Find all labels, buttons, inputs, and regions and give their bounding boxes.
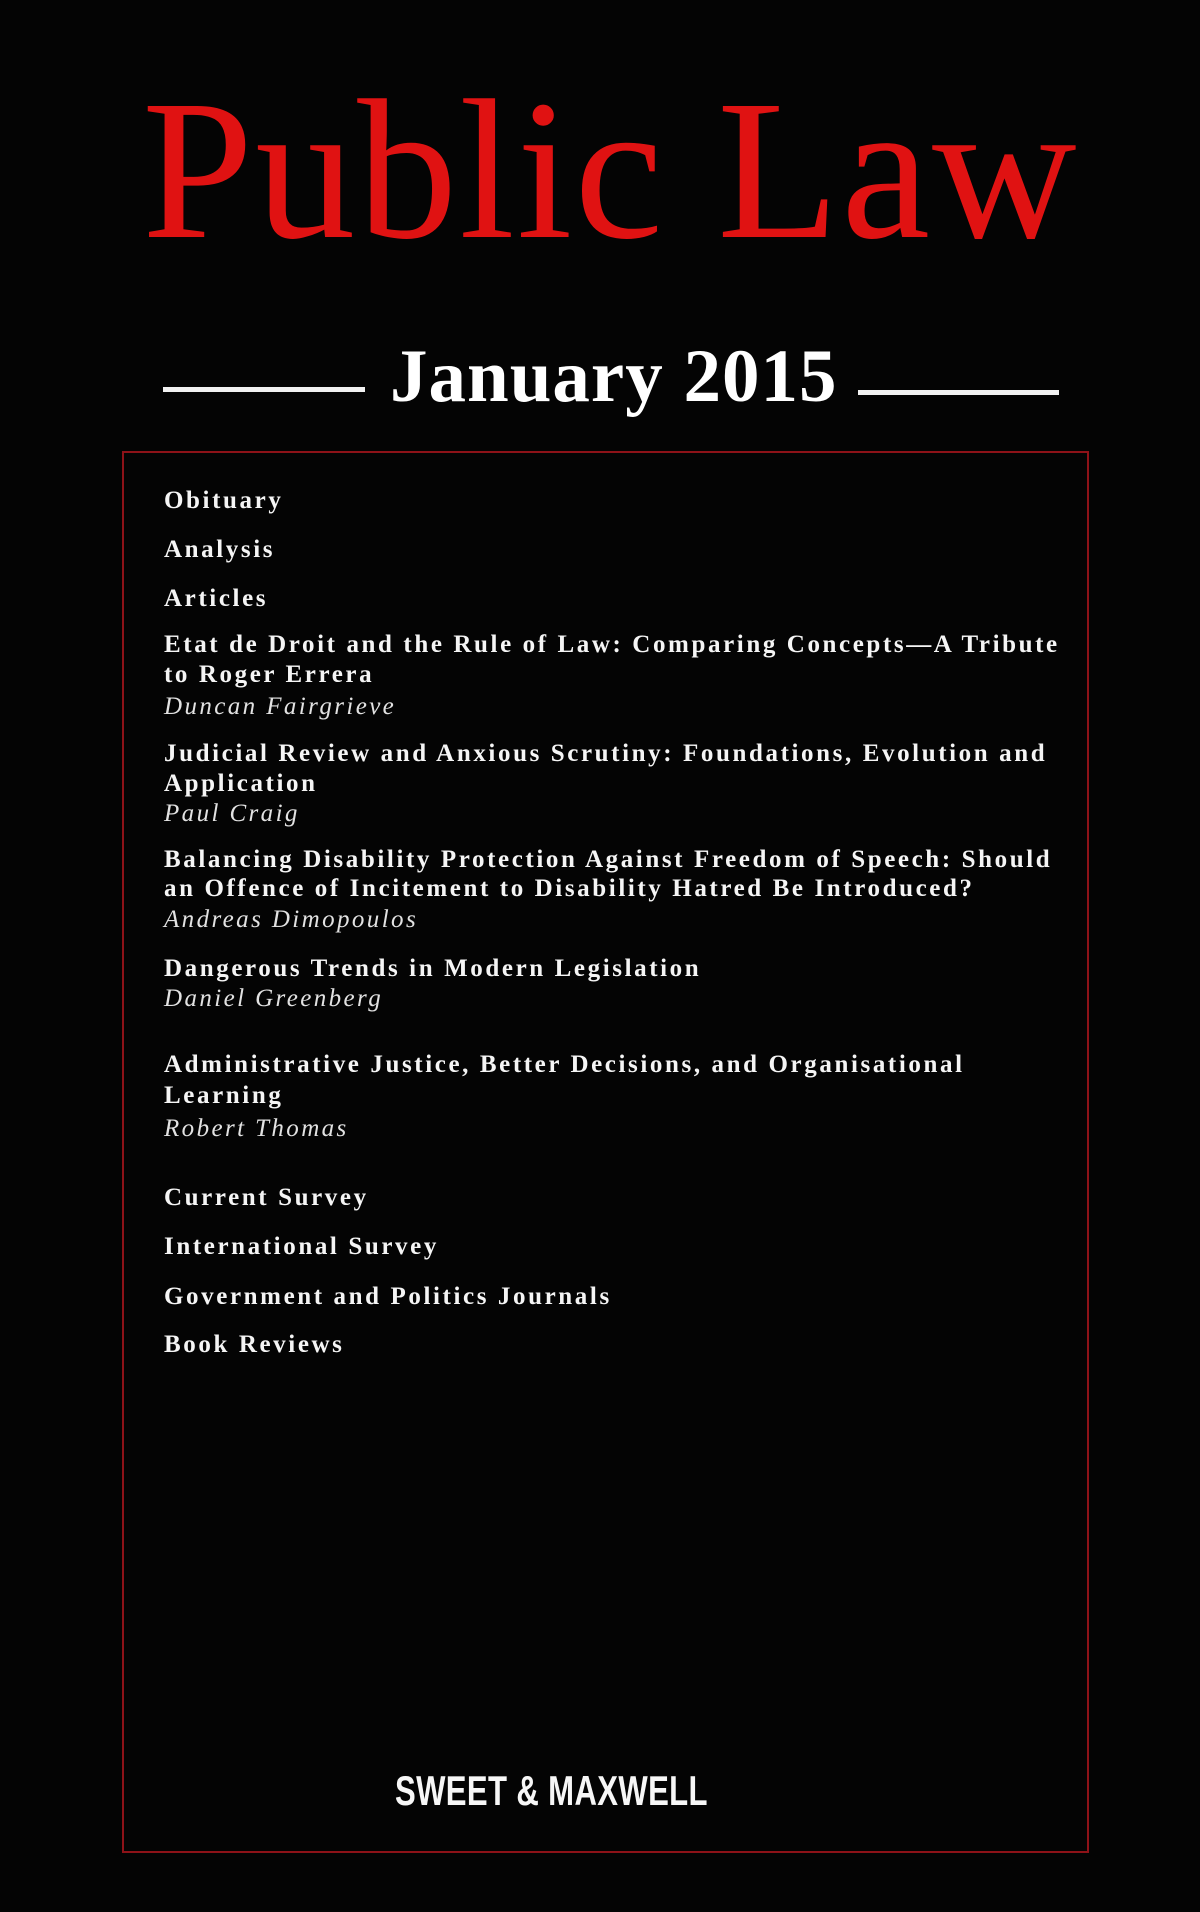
toc-section-government-politics-journals: Government and Politics Journals <box>164 1283 612 1310</box>
article-title-line: Application <box>164 770 318 797</box>
toc-section-obituary: Obituary <box>164 487 284 514</box>
article-title-line: Etat de Droit and the Rule of Law: Comparing Concepts—A Tribute <box>164 631 1060 658</box>
article-author: Daniel Greenberg <box>164 985 384 1012</box>
date-rule-left <box>163 387 365 392</box>
journal-title: Public Law <box>142 60 1079 281</box>
article-author: Duncan Fairgrieve <box>164 693 397 720</box>
date-rule-right <box>858 390 1059 395</box>
article-title-line: Judicial Review and Anxious Scrutiny: Foundations, Evolution and <box>164 740 1048 767</box>
article-title-line: Balancing Disability Protection Against Freedom of Speech: Should <box>164 846 1053 873</box>
toc-section-current-survey: Current Survey <box>164 1184 369 1211</box>
article-title-line: Administrative Justice, Better Decisions, and Organisational <box>164 1051 965 1078</box>
issue-date: January 2015 <box>390 335 838 418</box>
toc-section-book-reviews: Book Reviews <box>164 1331 345 1358</box>
article-title-line: to Roger Errera <box>164 661 375 688</box>
article-title-line: Learning <box>164 1082 284 1109</box>
article-title-line: an Offence of Incitement to Disability Hatred Be Introduced? <box>164 875 975 902</box>
article-author: Andreas Dimopoulos <box>164 906 419 933</box>
article-author: Robert Thomas <box>164 1115 349 1142</box>
article-title-line: Dangerous Trends in Modern Legislation <box>164 955 702 982</box>
toc-section-analysis: Analysis <box>164 536 276 563</box>
publisher-logo: SWEET & MAXWELL <box>395 1767 708 1814</box>
toc-section-international-survey: International Survey <box>164 1233 439 1260</box>
toc-section-articles: Articles <box>164 585 269 612</box>
article-author: Paul Craig <box>164 800 300 827</box>
